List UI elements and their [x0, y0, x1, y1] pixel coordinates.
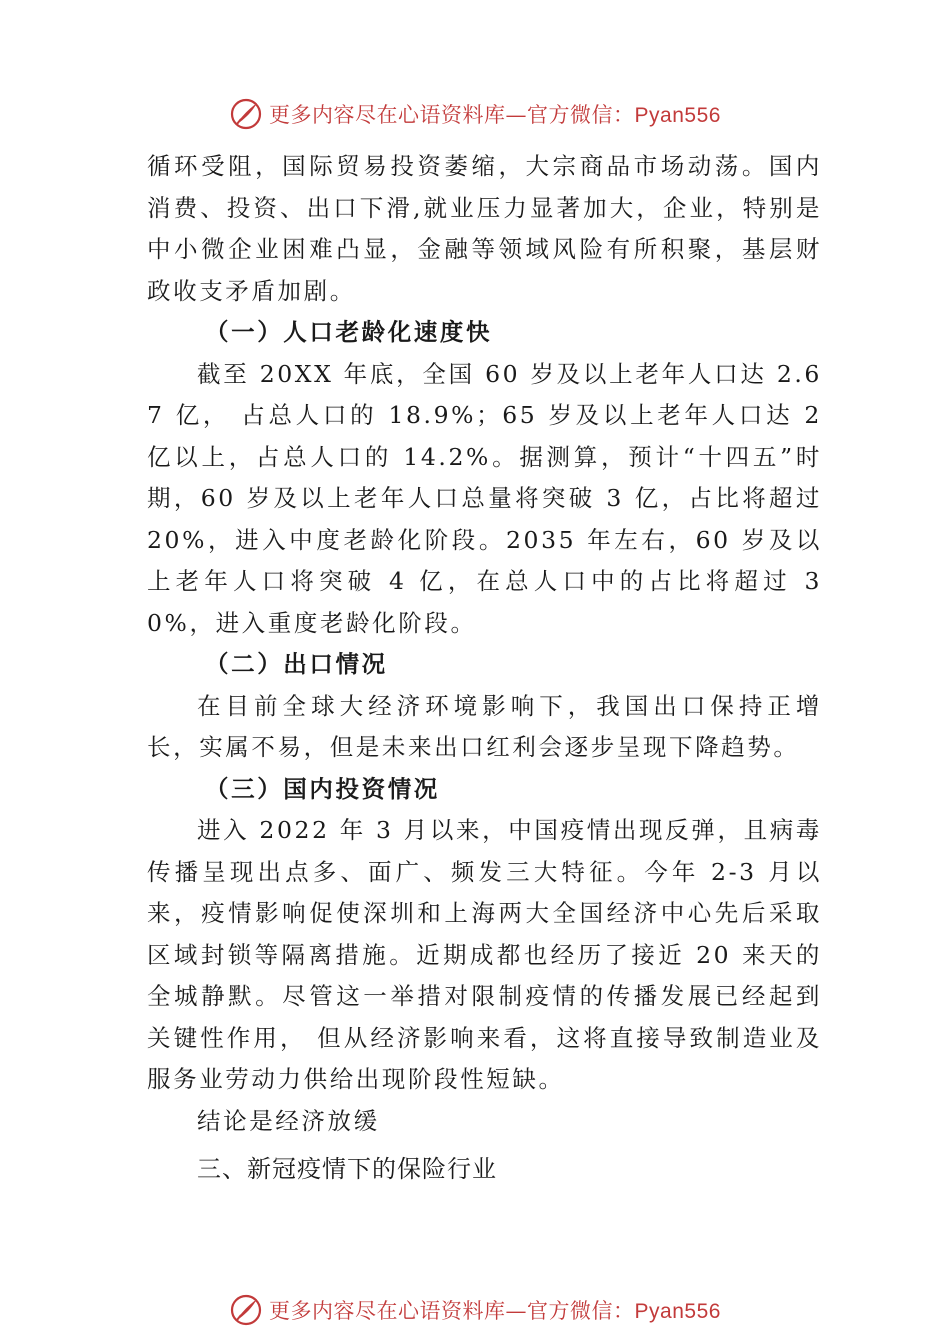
- watermark-text: 更多内容尽在心语资料库—官方微信：Pyan556: [269, 1299, 721, 1323]
- paragraph-conclusion: 结论是经济放缓: [197, 1106, 380, 1135]
- paragraph-export: 在目前全球大经济环境影响下，我国出口保持正增长，实属不易，但是未来出口红利会逐步呈现下降趋势。: [147, 691, 822, 761]
- quill-logo-icon: [229, 1293, 263, 1327]
- paragraph-investment: 进入 2022 年 3 月以来，中国疫情出现反弹，且病毒传播呈现出点多、面广、频发三大特征。今年 2-3 月以来，疫情影响促使深圳和上海两大全国经济中心先后采取区域封锁等隔离措施。近期成都也经历了接近 20 来天的全城静默。尽管这一举措对限制疫情的传播发展已经起到关键性作用， 但从经济影响来看，这将直接导致制造业及服务业劳动力供给出现阶段性短缺。: [147, 816, 822, 1093]
- quill-logo-icon: [229, 97, 263, 131]
- header-watermark: [0, 94, 950, 134]
- footer-watermark: [0, 1290, 950, 1330]
- section-heading-insurance: 三、新冠疫情下的保险行业: [197, 1155, 497, 1183]
- document-body: [147, 146, 822, 1192]
- paragraph-aging: 截至 20XX 年底，全国 60 岁及以上老年人口达 2.67 亿， 占总人口的 18.9%；65 岁及以上老年人口达 2 亿以上，占总人口的 14.2%。据测算，预计“十四五”时期，60 岁及以上老年人口总量将突破 3 亿，占比将超过 20%，进入中度老龄化阶段。2035 年左右，60 岁及以上老年人口将突破 4 亿，在总人口中的占比将超过 30%，进入重度老龄化阶段。: [147, 359, 822, 637]
- subheading-aging: （一）人口老龄化速度快: [205, 318, 493, 346]
- watermark-text: 更多内容尽在心语资料库—官方微信：Pyan556: [269, 103, 721, 127]
- paragraph-intro: 循环受阻，国际贸易投资萎缩，大宗商品市场动荡。国内消费、投资、出口下滑,就业压力显著加大，企业，特别是中小微企业困难凸显，金融等领域风险有所积聚，基层财政收支矛盾加剧。: [147, 152, 822, 305]
- subheading-export: （二）出口情况: [205, 650, 388, 678]
- subheading-investment: （三）国内投资情况: [205, 774, 440, 803]
